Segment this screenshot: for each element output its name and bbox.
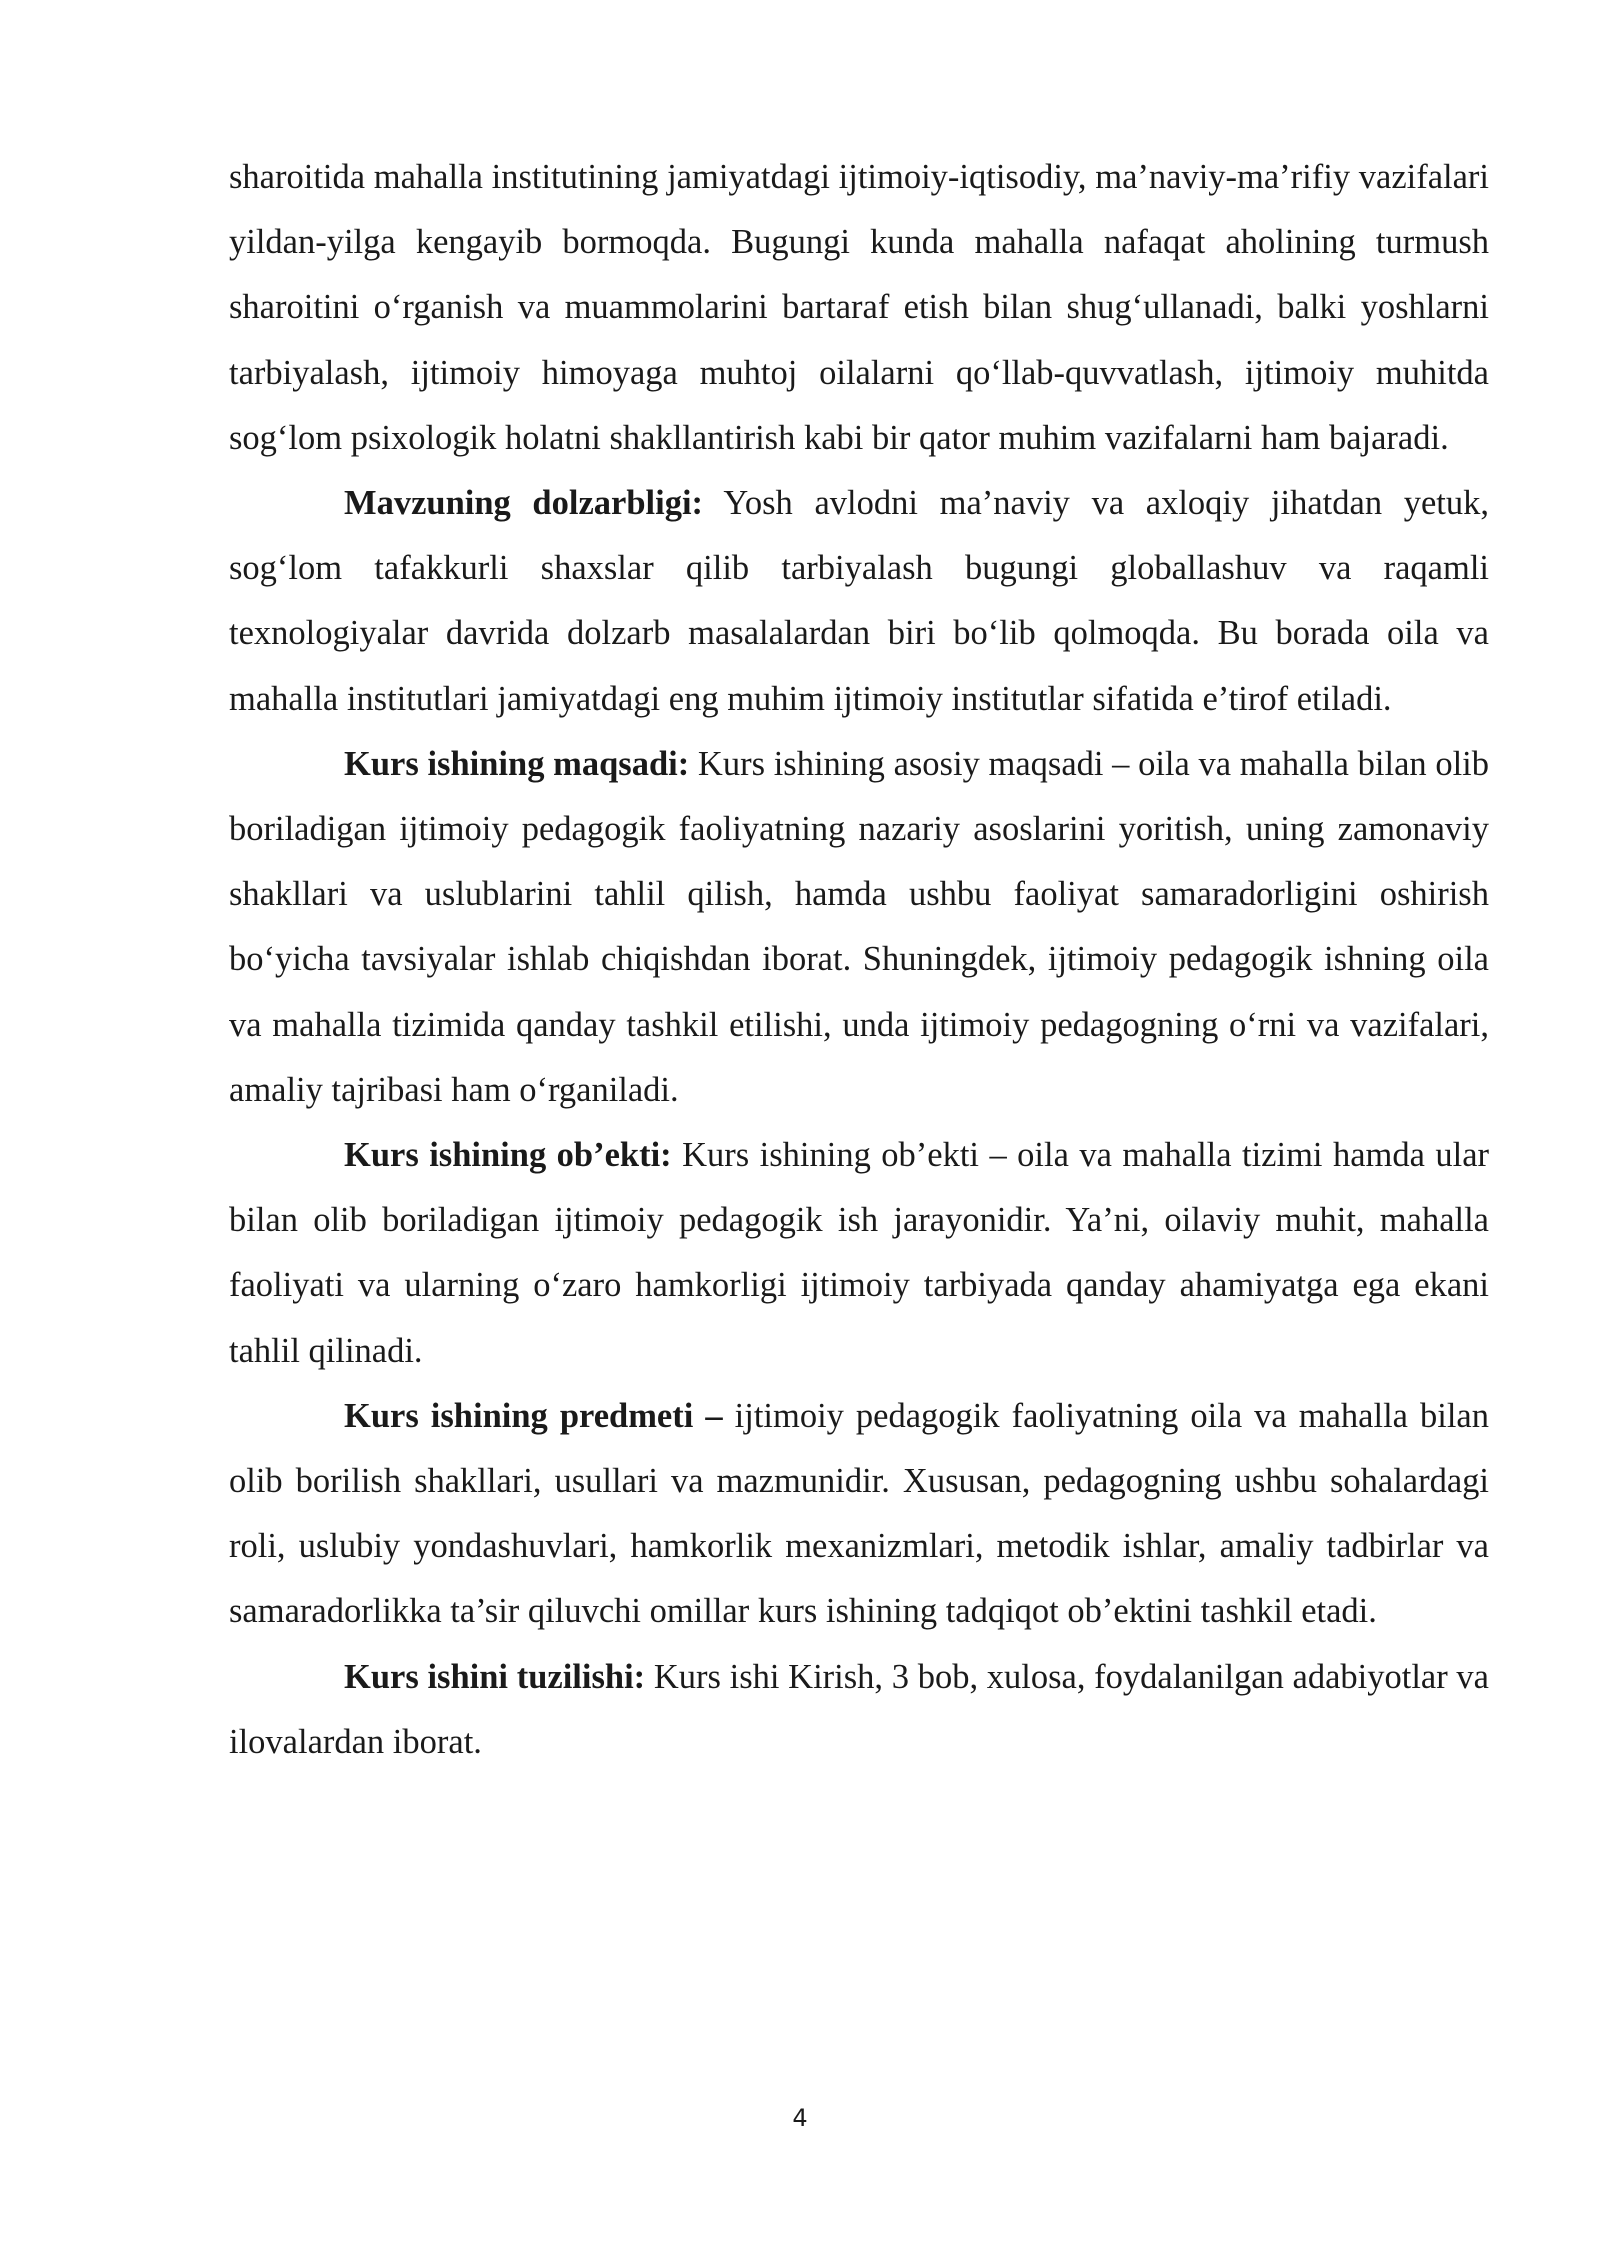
paragraph-text: sharoitida mahalla institutining jamiyatdagi ijtimoiy-iqtisodiy, ma’naviy-ma’rifiy vazifalari yildan-yilga kengayib bormoqda. Bugungi kunda mahalla nafaqat aholining turmush sharoitini o‘rganish va muammolarini bartaraf etish bilan shug‘ullanadi, balki yoshlarni tarbiyalash, ijtimoiy himoyaga muhtoj oilalarni qo‘llab-quvvatlash, ijtimoiy muhitda sog‘lom psixologik holatni shakllantirish kabi bir qator muhim vazifalarni ham bajaradi. <box>229 158 1489 457</box>
paragraph-text: ijtimoiy pedagogik faoliyatning oila va mahalla bilan olib borilish shakllari, usullari va mazmunidir. Xususan, pedagogning ushbu sohalardagi roli, uslubiy yondashuvlari, hamkorlik mexanizmlari, metodik ishlar, amaliy tadbirlar va samaradorlikka ta’sir qiluvchi omillar kurs ishining tadqiqot ob’ektini tashkil etadi. <box>229 1396 1489 1631</box>
paragraph-text: Kurs ishining asosiy maqsadi – oila va mahalla bilan olib boriladigan ijtimoiy pedagogik faoliyatning nazariy asoslarini yoritish, uning zamonaviy shakllari va uslublarini tahlil qilish, hamda ushbu faoliyat samaradorligini oshirish bo‘yicha tavsiyalar ishlab chiqishdan iborat. Shuningdek, ijtimoiy pedagogik ishning oila va mahalla tizimida qanday tashkil etilishi, unda ijtimoiy pedagogning o‘rni va vazifalari, amaliy tajribasi ham o‘rganiladi. <box>229 744 1489 1109</box>
paragraph-heading: Kurs ishini tuzilishi: <box>344 1657 646 1696</box>
paragraph-relevance <box>229 471 1489 732</box>
paragraph-heading: Kurs ishining predmeti – <box>344 1396 723 1435</box>
paragraph-heading: Kurs ishining maqsadi: <box>344 744 690 783</box>
paragraph-heading: Kurs ishining ob’ekti: <box>344 1136 672 1175</box>
paragraph-subject <box>229 1384 1489 1645</box>
paragraph-heading: Mavzuning dolzarbligi: <box>344 484 704 523</box>
paragraph-intro <box>229 145 1489 471</box>
paragraph-structure <box>229 1645 1489 1775</box>
paragraph-text: Yosh avlodni ma’naviy va axloqiy jihatdan yetuk, sog‘lom tafakkurli shaxslar qilib tarbiyalash bugungi globallashuv va raqamli texnologiyalar davrida dolzarb masalalardan biri bo‘lib qolmoqda. Bu borada oila va mahalla institutlari jamiyatdagi eng muhim ijtimoiy institutlar sifatida e’tirof etiladi. <box>229 484 1490 718</box>
paragraph-goal <box>229 732 1489 1123</box>
page-number: 4 <box>792 2104 808 2132</box>
paragraph-text: Kurs ishining ob’ekti – oila va mahalla tizimi hamda ular bilan olib boriladigan ijtimoiy pedagogik ish jarayonidir. Ya’ni, oilaviy muhit, mahalla faoliyati va ularning o‘zaro hamkorligi ijtimoiy tarbiyada qanday ahamiyatga ega ekani tahlil qilinadi. <box>229 1136 1489 1370</box>
page-body <box>229 145 1489 1775</box>
paragraph-text: Kurs ishi Kirish, 3 bob, xulosa, foydalanilgan adabiyotlar va ilovalardan iborat. <box>229 1657 1489 1761</box>
paragraph-object <box>229 1123 1489 1384</box>
